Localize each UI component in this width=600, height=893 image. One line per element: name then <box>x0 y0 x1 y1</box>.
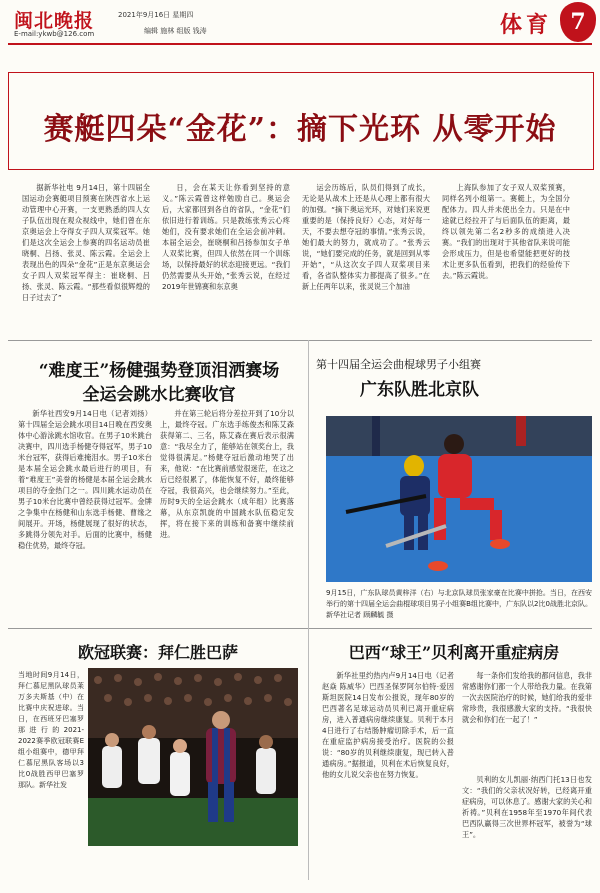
newspaper-logo: 闽北晚报 <box>14 10 95 32</box>
masthead-editor: 编辑 施林 组版 钱涛 <box>144 27 207 35</box>
lead-column-4: 上海队参加了女子双人双桨预赛，同样名列小组第一。赛艇上，为全国分配体力。四人并未使出全力。只是在中途就已经拉开了与后面队伍的距离，最终以领先第二名2秒多的成绩进入决赛。“我们的出现对于其他省队来说可能会形成压力，但是也希望能把更好的技术让更多队伍看到，把我们的经验传下去。”陈云霞说。 <box>442 183 570 280</box>
section-divider <box>8 340 592 341</box>
hockey-title: 广东队胜北京队 <box>360 380 479 400</box>
hockey-photo <box>326 416 592 582</box>
ucl-photo-image <box>88 668 298 846</box>
lead-column-3: 运会历练后，队员们得到了成长，无论是从战术上还是从心理上都有很大的加强。“摘下奥运光环，对她们来说更重要的是（保持良好）心态，对好每一天，不要去想夺冠的事情。”张秀云说，她们最大的努力，就成功了。“张秀云说，“她们要完成的任务，就是回到从零开始”，“从这次女子四人双桨项目来看，各省队整体实力都提高了很多。”在新上任两年以来，张灵说三个加油 <box>302 183 430 291</box>
column-rule <box>308 340 309 880</box>
ucl-caption: 当地时间9月14日，拜仁慕尼黑队球员莱万多夫斯基（中）在比赛中庆祝进球。当日，在西班牙巴塞罗那进行的2021-2022赛季欧冠联赛E组小组赛中，德甲拜仁慕尼黑队客场以3比0战胜西甲巴塞罗那队。新华社发 <box>18 671 84 789</box>
ucl-photo <box>88 668 298 846</box>
diving-column-2: 并在第三轮后将分差拉开到了10分以上，最终夺冠。广东选手练俊杰和陈艾森获得第二、三名，陈艾森在赛后表示很满意：“我尽全力了，能够站在领奖台上，我觉得很满足。”杨健夺冠后激动地哭了出来，他说：“在比赛前感觉很迷茫，在这之后已经很累了，体能恢复不好，最终能够夺冠，我很高兴，也会继续努力。”至此，历时9天的全运会跳水（成年组）比赛落幕，从东京凯旋的中国跳水队伍稳定发挥，将在接下来的训练和备赛中继续前进。 <box>160 409 294 539</box>
pele-column-1: 新华社里约热内卢9月14日电（记者赵焱 陈威华）巴西圣保罗阿尔伯特·爱因斯坦医院14日发布公报说，现年80岁的巴西著名足球运动员贝利已离开重症病房，进入普通病房继续康复。贝利于本月4日进行了右结肠肿瘤切除手术，后一直在重症监护病房接受治疗。医院的公报说：“80岁的贝利继续康复，现已转入普通病房。”据报道，贝利在术后恢复良好，他的女儿说父亲也在努力恢复。 <box>322 671 454 779</box>
pele-column-3: 贝利的女儿凯丽·纳西门托13日也发文：“我们的父亲状况好转，已经离开重症病房，可以休息了。感谢大家的关心和祈祷。”贝利在1958年至1970年间代表巴西队赢得三次世界杯冠军，被誉为“球王”。 <box>462 775 592 839</box>
hockey-photo-image <box>326 416 592 582</box>
masthead-date: 2021年9月16日 星期四 <box>118 11 194 19</box>
diving-column-1: 新华社西安9月14日电（记者刘扬）第十四届全运会跳水项目14日晚在西安奥体中心游泳跳水馆收官。在男子10米跳台决赛中，四川选手杨健夺得冠军，男子10米台冠军，获得后难掩泪水。男子10米台是本届全运会跳水最后进行的项目，有着“难度王”美誉的杨健是本届全运会跳水项目的夺金热门之一。四川跳水运动员在男子10米台比赛中曾经获得过冠军。金牌之争集中在杨健和山东选手杨健、曹缘之间展开。开场，杨健展现了很好的状态，多跳得分领先对手。后面的比赛中，杨健稳住优势，最终夺冠。 <box>18 409 152 550</box>
pele-column-2: 每一条你们发给我的都问信息，我非常感谢你们都一个人带给我力量。在我第一次去医院治疗的时候，她们给我的爱非常珍贵，我很感激大家的支持。“我很快就会和你们在一起了！” <box>462 671 592 724</box>
diving-title-line-2: 全运会跳水比赛收官 <box>82 385 236 405</box>
masthead-rule <box>8 43 592 45</box>
lead-headline: 赛艇四朵“金花”：摘下光环 从零开始 <box>43 112 557 147</box>
section-divider <box>8 628 592 629</box>
page-number-badge: 7 <box>560 2 596 42</box>
pele-title: 巴西“球王”贝利离开重症病房 <box>348 643 560 662</box>
ucl-title: 欧冠联赛：拜仁胜巴萨 <box>77 643 238 662</box>
masthead-email: E-mail:ykwb@126.com <box>14 30 95 38</box>
hockey-caption: 9月15日，广东队球员黄梓洋（右）与北京队球员张家豪在比赛中拼抢。当日，在西安举行的第十四届全运会曲棍球项目男子小组赛B组比赛中，广东队以2比0战胜北京队。新华社记者 顾麟毓 摄 <box>326 589 592 619</box>
diving-title-line-1: “难度王”杨健强势登顶泪洒赛场 <box>38 361 280 381</box>
lead-column-2: 日，会在某天让你看到坚持的意义。”陈云霞曾这样勉励自己。奥运会后，大家都回到各自的省队，“金花”们依旧进行着训练。只是教练张秀云心疼她们，没有要求她们在全运会前冲刺。本届全运会，崔晓桐和吕扬参加女子单人双桨比赛，但四人依然在同一个训练场，以保持最好的状态迎接更远。“我们仍然需要从头开始，”张秀云说，在经过2019年世锦赛和东京奥 <box>162 183 290 291</box>
lead-column-1: 据新华社电 9月14日，第十四届全国运动会赛艇项目预赛在陕西省水上运动管理中心开赛，一支更熟悉的四人女子队伍出现在观众视线中，她们曾在东京奥运会上夺得女子四人双桨冠军。她们是这次全运会上参赛的四名运动员崔晓桐、吕扬、张灵、陈云霞。全运会上表现出色的四朵“金花”正是东京奥运会女子四人双桨冠军得主：崔晓桐、吕扬、张灵、陈云霞。“那些看似很辉煌的日子过去了” <box>22 183 150 302</box>
hockey-kicker: 第十四届全运会曲棍球男子小组赛 <box>316 358 481 371</box>
section-name: 体育 <box>500 12 553 38</box>
